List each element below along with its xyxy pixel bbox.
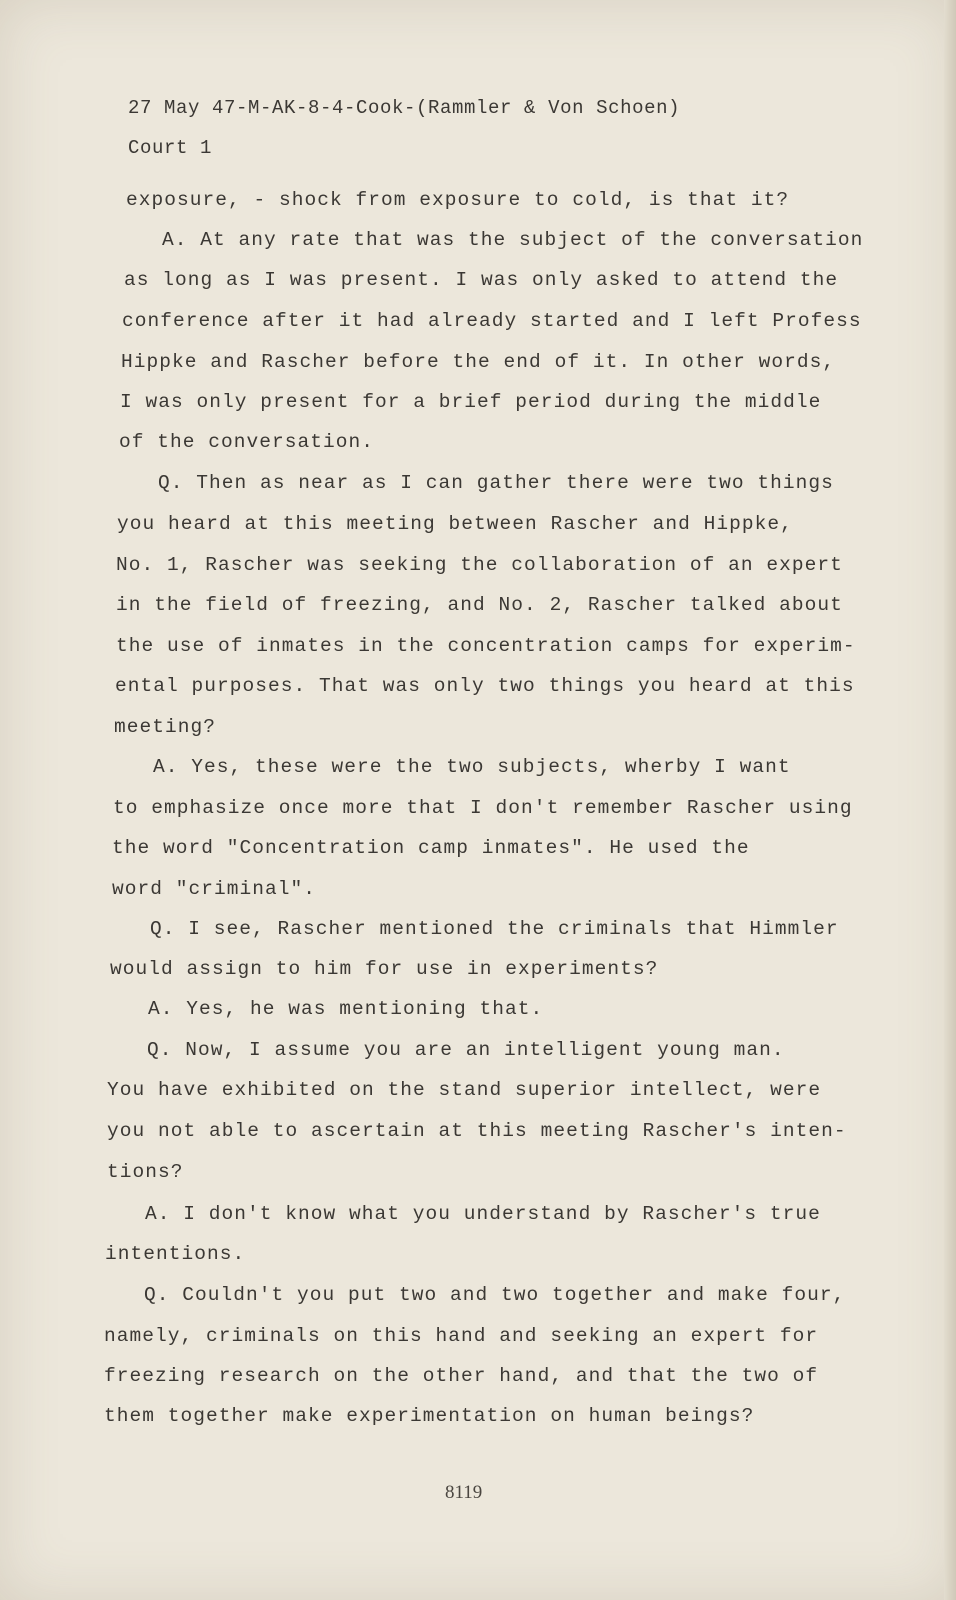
page-number: 8119 xyxy=(445,1482,483,1503)
transcript-line: as long as I was present. I was only asked to attend the xyxy=(124,269,839,291)
transcript-line: exposure, - shock from exposure to cold, is that it? xyxy=(126,189,790,211)
transcript-line: you not able to ascertain at this meeting Rascher's inten- xyxy=(107,1120,847,1142)
transcript-line: Hippke and Rascher before the end of it. In other words, xyxy=(121,351,836,373)
transcript-line: to emphasize once more that I don't remember Rascher using xyxy=(113,797,853,819)
transcript-line: namely, criminals on this hand and seeking an expert for xyxy=(104,1325,819,1347)
transcript-line: meeting? xyxy=(114,716,217,738)
transcript-line: A. Yes, he was mentioning that. xyxy=(148,998,544,1020)
transcript-line: the use of inmates in the concentration camps for experim- xyxy=(116,635,856,657)
transcript-line: Q. Couldn't you put two and two together and make four, xyxy=(144,1284,846,1306)
page-edge xyxy=(944,0,956,1600)
transcript-line: freezing research on the other hand, and that the two of xyxy=(104,1365,819,1387)
transcript-line: No. 1, Rascher was seeking the collaboration of an expert xyxy=(116,554,843,576)
transcript-line: You have exhibited on the stand superior intellect, were xyxy=(107,1079,822,1101)
transcript-line: the word "Concentration camp inmates". He used the xyxy=(112,837,750,859)
transcript-line: ental purposes. That was only two things you heard at this xyxy=(115,675,855,697)
transcript-line: would assign to him for use in experiments? xyxy=(110,958,659,980)
transcript-line: Q. I see, Rascher mentioned the criminals that Himmler xyxy=(150,918,839,940)
transcript-line: of the conversation. xyxy=(119,431,375,453)
header-court-line: Court 1 xyxy=(128,137,213,159)
header-session-line: 27 May 47-M-AK-8-4-Cook-(Rammler & Von Schoen) xyxy=(128,97,681,119)
transcript-line: tions? xyxy=(107,1161,184,1183)
transcript-line: you heard at this meeting between Rascher and Hippke, xyxy=(117,513,793,535)
transcript-line: them together make experimentation on human beings? xyxy=(104,1405,755,1427)
document-header xyxy=(128,88,680,168)
transcript-line: I was only present for a brief period during the middle xyxy=(120,391,822,413)
transcript-line: word "criminal". xyxy=(112,878,317,900)
transcript-line: A. Yes, these were the two subjects, wherby I want xyxy=(153,756,791,778)
transcript-line: conference after it had already started and I left Profess xyxy=(122,310,862,332)
transcript-line: A. I don't know what you understand by Rascher's true xyxy=(145,1203,821,1225)
transcript-line: intentions. xyxy=(105,1243,246,1265)
transcript-line: Q. Then as near as I can gather there were two things xyxy=(158,472,834,494)
transcript-line: A. At any rate that was the subject of the conversation xyxy=(162,229,864,251)
transcript-line: Q. Now, I assume you are an intelligent young man. xyxy=(147,1039,785,1061)
transcript-line: in the field of freezing, and No. 2, Rascher talked about xyxy=(116,594,843,616)
